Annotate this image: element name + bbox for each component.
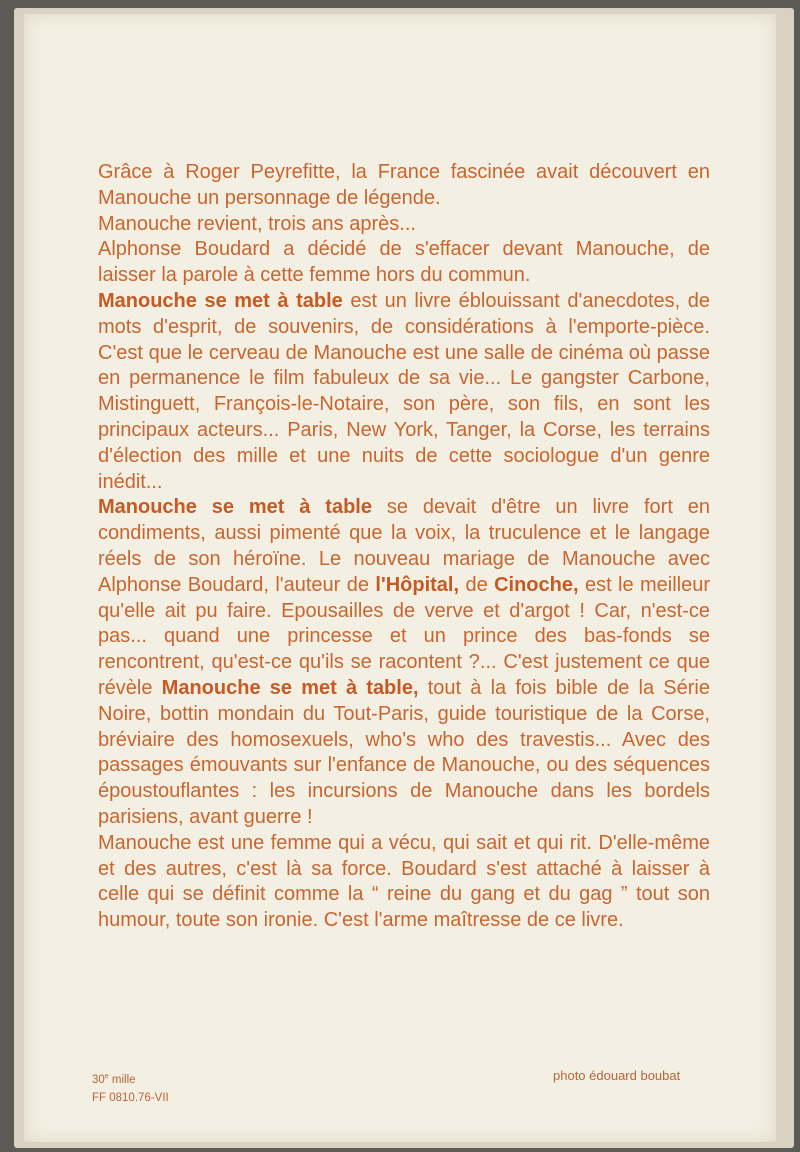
blurb-paragraph-1: Grâce à Roger Peyrefitte, la France fascinée avait découvert en Manouche un personnage de légende. — [98, 161, 710, 209]
book-title-mention: Manouche se met à table — [98, 289, 343, 312]
blurb-paragraph-4: Manouche se met à table est un livre éblouissant d'anecdotes, de mots d'esprit, de souvenirs, de considérations à l'emporte-pièce. C'est que le cerveau de Manouche est une salle de cinéma où passe en permanence le film fabuleux de sa vie... Le gangster Carbone, Mistinguett, François-le-Notaire, son père, son fils, en sont les principaux acteurs... Paris, New York, Tanger, la Corse, les terrains d'élection des mille et une nuits de cette sociologue d'un genre inédit... — [98, 289, 710, 493]
blurb-paragraph-5: Manouche se met à table se devait d'être un livre fort en condiments, aussi pimenté que la voix, la truculence et le langage réels de son héroïne. Le nouveau mariage de Manouche avec Alphonse Boudard, l'auteur de l'Hôpital, de Cinoche, est le meilleur qu'elle ait pu faire. Epousailles de verve et d'argot ! Car, n'est-ce pas... quand une princesse et un prince des bas-fonds se rencontrent, qu'est-ce qu'ils se racontent ?... C'est justement ce que révèle Manouche se met à table, tout à la fois bible de la Série Noire, bottin mondain du Tout-Paris, guide touristique de la Corse, bréviaire des homosexuels, who's who des travestis... Avec des passages émouvants sur l'enfance de Manouche, ou des séquences époustouflantes : les incursions de Manouche dans les bordels parisiens, avant guerre ! — [98, 496, 711, 828]
edition-info — [92, 1068, 169, 1107]
blurb-paragraph-2: Manouche revient, trois ans après... — [98, 212, 416, 235]
blurb-paragraph-3: Alphonse Boudard a décidé de s'effacer devant Manouche, de laisser la parole à cette femme hors du commun. — [98, 238, 710, 287]
photo-credit: photo édouard boubat — [553, 1068, 681, 1083]
blurb-paragraph-6: Manouche est une femme qui a vécu, qui sait et qui rit. D'elle-même et des autres, c'est là sa force. Boudard s'est attaché à laisser à celle qui se définit comme la “ reine du gang et du gag ” tout son humour, toute son ironie. C'est l'arme maîtresse de ce livre. — [98, 831, 710, 932]
work-title-cinoche: Cinoche, — [494, 573, 579, 596]
work-title-hopital: l'Hôpital, — [375, 573, 460, 596]
catalog-code: FF 0810.76-VII — [92, 1091, 169, 1104]
book-title-mention: Manouche se met à table — [98, 496, 372, 519]
book-title-mention: Manouche se met à table, — [161, 676, 419, 699]
edition-print-run: 30e mille — [92, 1073, 136, 1086]
back-cover-blurb — [98, 160, 710, 934]
